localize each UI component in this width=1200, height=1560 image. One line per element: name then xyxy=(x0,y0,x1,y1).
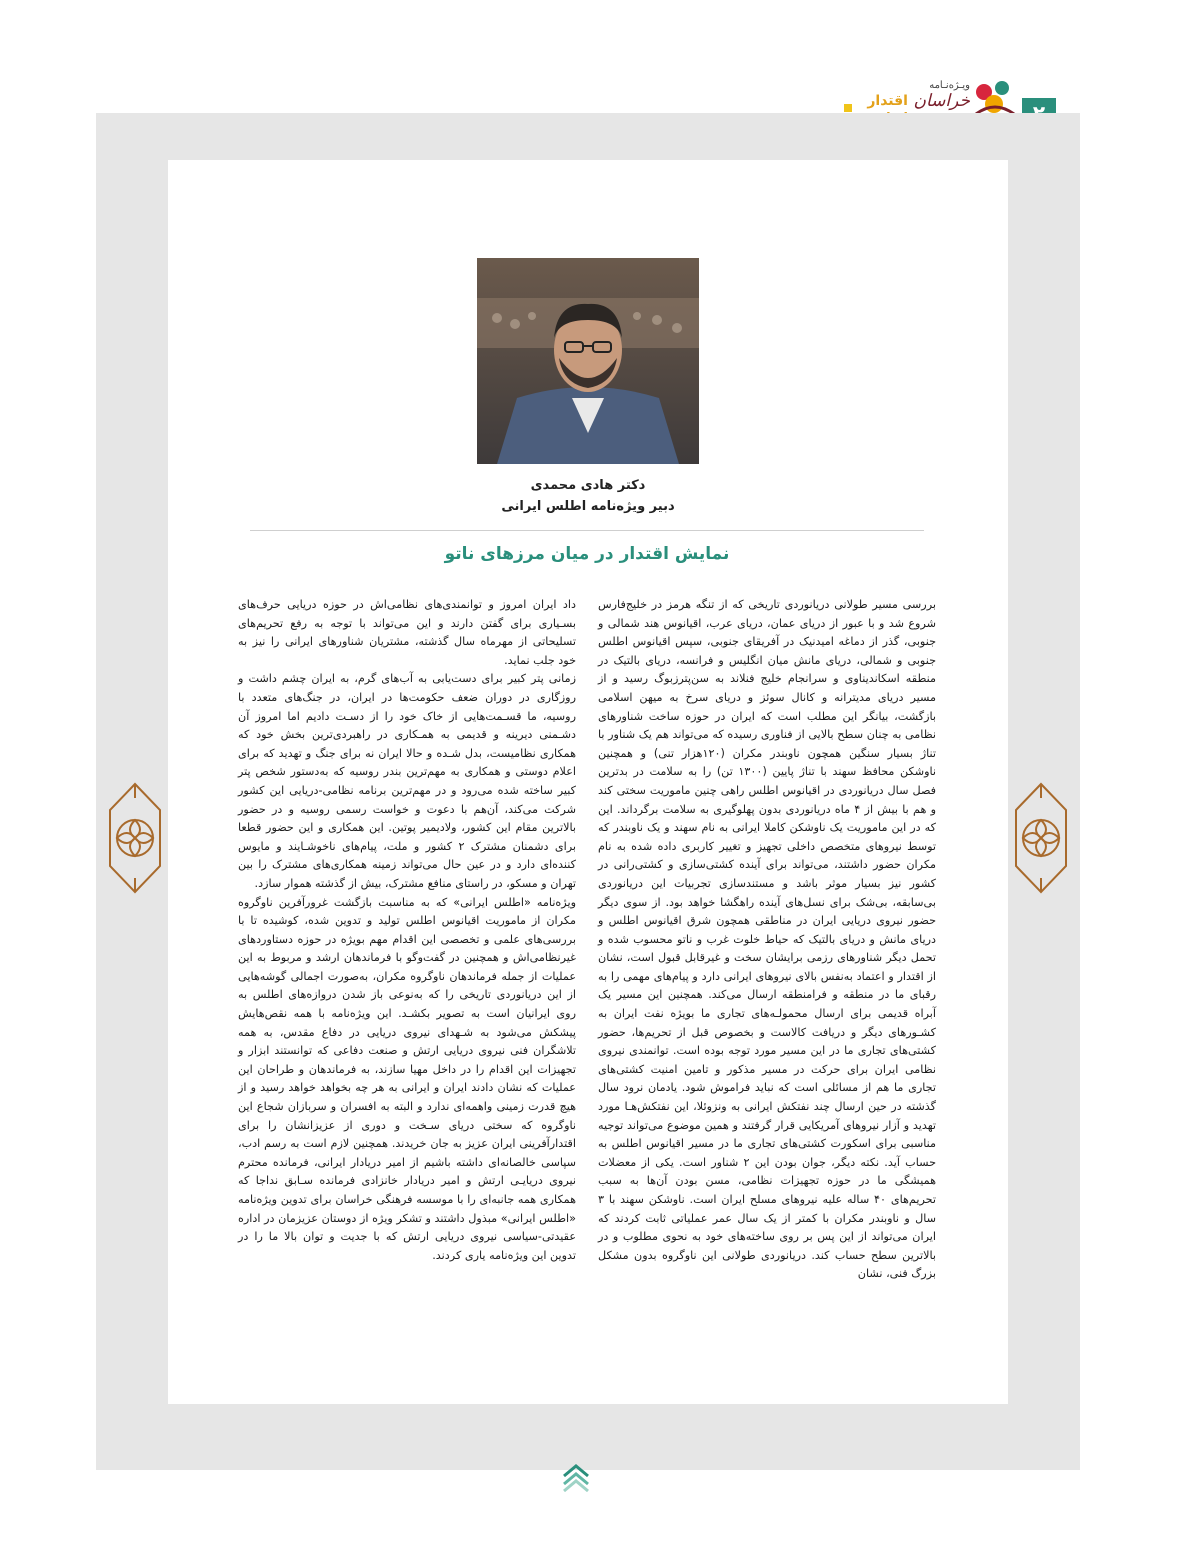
chevron-up-icon xyxy=(562,1462,590,1492)
author-role: دبیر ویژه‌نامه اطلس ایرانی xyxy=(501,499,675,514)
brand-name: خراسان xyxy=(913,91,970,111)
divider xyxy=(250,530,924,531)
author-photo xyxy=(477,258,699,464)
brand-small: ویـژه‌نـامه xyxy=(929,80,970,91)
paragraph: بررسی مسیر طولانی دریانوردی تاریخی که از تنگه هرمز در خلیج‌فارس شروع شد و با عبور از دریای عمان، دریای عرب، اقیانوس هند شمالی و جنوبی، گذر از دماغه امیدنیک در آفریقای جنوبی، سپس اقیانوس اطلس جنوبی و شمالی، دریای مانش میان انگلیس و فرانسه، دریای بالتیک در منطقه اسکاندیناوی و سرانجام خلیج فنلاند به سن‌پترزبوگ رسید و از مسیر دریای مدیترانه و کانال سوئز و دریای سرخ به میهن اسلامی بازگشت، بیانگر این مطلب است که ایران در حوزه ساخت شناورهای نظامی به چنان سطح بالایی از فناوری رسیده که می‌تواند هم یک شناور با تناژ بسیار سنگین همچون ناوبندر مکران (۱۲۰هزار تنی) و همچنین ناوشکن محافظ سهند با تناژ پایین (۱۳۰۰ تن) را به سلامت در بدترین فصل سال دریانوردی در اقیانوس اطلس راهی چنین ماموریت سختی کند و هم با بیش از ۴ ماه دریانوردی بدون پهلوگیری به سلامت برگرداند. این که در این ماموریت یک ناوشکن کاملا ایرانی به نام سهند و یک ناوبندر که توسط نیروهای متخصص داخلی تجهیز و تغییر کاربری داده شده به نام مکران حضور داشتند، می‌تواند برای آینده کشتی‌سازی و کشتی‌رانی در کشور نیز بسیار موثر باشد و مستندسازی تجربیات این دریانوردی بی‌سابقه، بی‌شک برای نسل‌های آینده راهگشا خواهد بود. از سوی دیگر حضور نیروی دریایی ایران در مناطقی همچون شرق اقیانوس اطلس و دریای مانش و دریای بالتیک که حیاط خلوت غرب و ناتو محسوب شده و تحمل دیگر شناورهای رزمی برایشان سخت و غیرقابل قبول است، نشان از اقتدار و اعتماد به‌نفس بالای نیروهای ایرانی دارد و پیام‌های مهمی را به رقبای ما در منطقه و فرامنطقه ارسال می‌کند. همچنین این مسیر یک آبراه قدیمی برای ارسال محمولـه‌های تجاری ما بویژه نفت ایران به کشـورهای دیگر و دریافت کالاست و بخصوص قبل از تحریم‌ها، حضور کشتی‌های تجاری ما در این مسیر مورد توجه بوده است. توانمندی نیروی نظامی ایران برای حرکت در مسیر مذکور و تامین امنیت کشتی‌های تجاری ما هم از مسائلی است که نباید فراموش شود. یادمان نرود سال گذشته در حین ارسال چند نفتکش ایرانی به ونزوئلا، این نفتکش‌هـا مورد تهدید و آزار نیروهای آمریکایی قرار گرفتند و همین موضوع می‌تواند توجیه مناسبی برای اسکورت کشتی‌های تجاری ما در مسیر اقیانوس اطلس به حساب آید. نکته دیگر، جوان بودن این ۲ شناور است. یکی از معضلات همیشگی ما در حوزه تجهیزات نظامی، مسن بودن آن‌ها به سبب تحریم‌های ۴۰ ساله علیه نیروهای مسلح ایران است. ناوشکن سهند با ۳ سال و ناوبندر مکران با کمتر از یک سال عمر عملیاتی ثابت کردند که ایران می‌تواند از این پس بر روی ساخته‌های خود به نحوی مطلوب و در بالاترین سطح حساب کند. دریانوردی طولانی این ناوگروه بدون مشکل بزرگ فنی، نشان xyxy=(598,598,937,1281)
ornament-right xyxy=(1006,780,1076,896)
paragraph: ویژه‌نامه «اطلس ایرانی» که به مناسبت بازگشت غرورآفرین ناوگروه مکران از ماموریت اقیانوس اطلس تولید و تدوین شده، کوشیده تا با بررسی‌های علمی و تخصصی این اقدام مهم بویژه در حوزه دستاوردهای غیرنظامی‌اش و همچنین در گفت‌وگو با فرماندهان ارشد و مربوط به این عملیات از جمله فرماندهان ناوگروه مکران، به‌صورت اجمالی گوشه‌هایی از این دریانوردی تاریخی را که به‌نوعی باز شدن دروازه‌های اطلس به روی ایرانیان است به تصویر بکشـد. این ویژه‌نامه با همه نقص‌هایش پیشکش می‌شود به شـهدای نیروی دریایی در دفاع مقدس، به همه تلاشگران فنی نیروی دریایی ارتش و صنعت دفاعی که توانستند ابزار و تجهیزات این اقدام را در داخل مهیا سازند، به فرماندهان و طراحان این عملیات که نشان دادند ایران و ایرانی به هر چه بخواهد خواهد رسید و از هیچ قدرت زمینی واهمه‌ای ندارد و البته به افسران و سربازان شجاع این ناوگروه که سختی دریای سـخت و دوری از عزیزانشان را برای اقتدارآفرینی ایران عزیز به جان خریدند. همچنین لازم است به رسم ادب، سپاسی خالصانه‌ای داشته باشیم از امیر دریادار ایرانی، فرمانده محترم نیروی دریایـی ارتش و امیر دریادار خانزادی فرمانده سـابق نداجا که همکاری همه جانبه‌ای را با موسسه فرهنگی خراسان برای تدوین ویژه‌نامه «اطلس ایرانی» مبذول داشتند و تشکر ویژه از دوستان عزیزمان در اداره عقیدتی-سیاسی نیروی دریایی ارتش که با جدیت و توان بالا ما را در تدوین این ویژه‌نامه یاری کردند. xyxy=(238,895,576,1262)
publication-brand xyxy=(905,80,970,111)
article-column-right xyxy=(598,596,936,1284)
ornament-left xyxy=(100,780,170,896)
author-name: دکتر هادی محمدی xyxy=(530,478,646,493)
paragraph: داد ایران امروز و توانمندی‌های نظامی‌اش در حوزه دریایی حرف‌های بسـیاری برای گفتن دارند و این می‌تواند با توجه به رفع تحریم‌های تسلیحاتی از مهرماه سال گذشته، مشتریان شناورهای ایرانی را نیز به خود جلب نماید. xyxy=(238,598,576,667)
section-line-1: اقتدار xyxy=(867,93,908,109)
article-column-left xyxy=(238,596,576,1265)
paragraph: زمانی پتر کبیر برای دست‌یابی به آب‌های گرم، به ایران چشم داشت و روزگاری در دوران ضعف حکومت‌ها در ایران، در جنگ‌های متعدد با روسیه، ما قسـمت‌هایی از خاک خود را از دسـت دادیم اما امروز آن دشـمنی دیرینه و قدیمی به همـکاری در راهبردی‌ترین بخش خود که همکاری نظامیست، بدل شـده و حالا ایران نه برای جنگ و تهدید که برای اعلام دوستی و همکاری به مهم‌ترین بندر روسیه که به‌دستور شخص پتر کبیر ساخته شده می‌رود و در مهم‌ترین برنامه نظامی-دریایی این کشور شرکت می‌کند، آن‌هم با دعوت و خواست رسمی روسیه و در حضور بالاترین مقام این کشور، ولادیمیر پوتین. این همکاری و این حضور قطعا برای دشمنان مشترک ۲ کشور و ملت، پیام‌های ناخوشـایند و مایوس کننده‌ای دارد و در عین حال می‌تواند زمینه همکاری‌های مشترک را بین تهران و مسکو، در راستای منافع مشترک، بیش از گذشته هموار سازد. xyxy=(238,672,576,890)
article-headline: نمایش اقتدار در میان مرزهای ناتو xyxy=(444,544,730,564)
section-marker xyxy=(844,104,852,112)
